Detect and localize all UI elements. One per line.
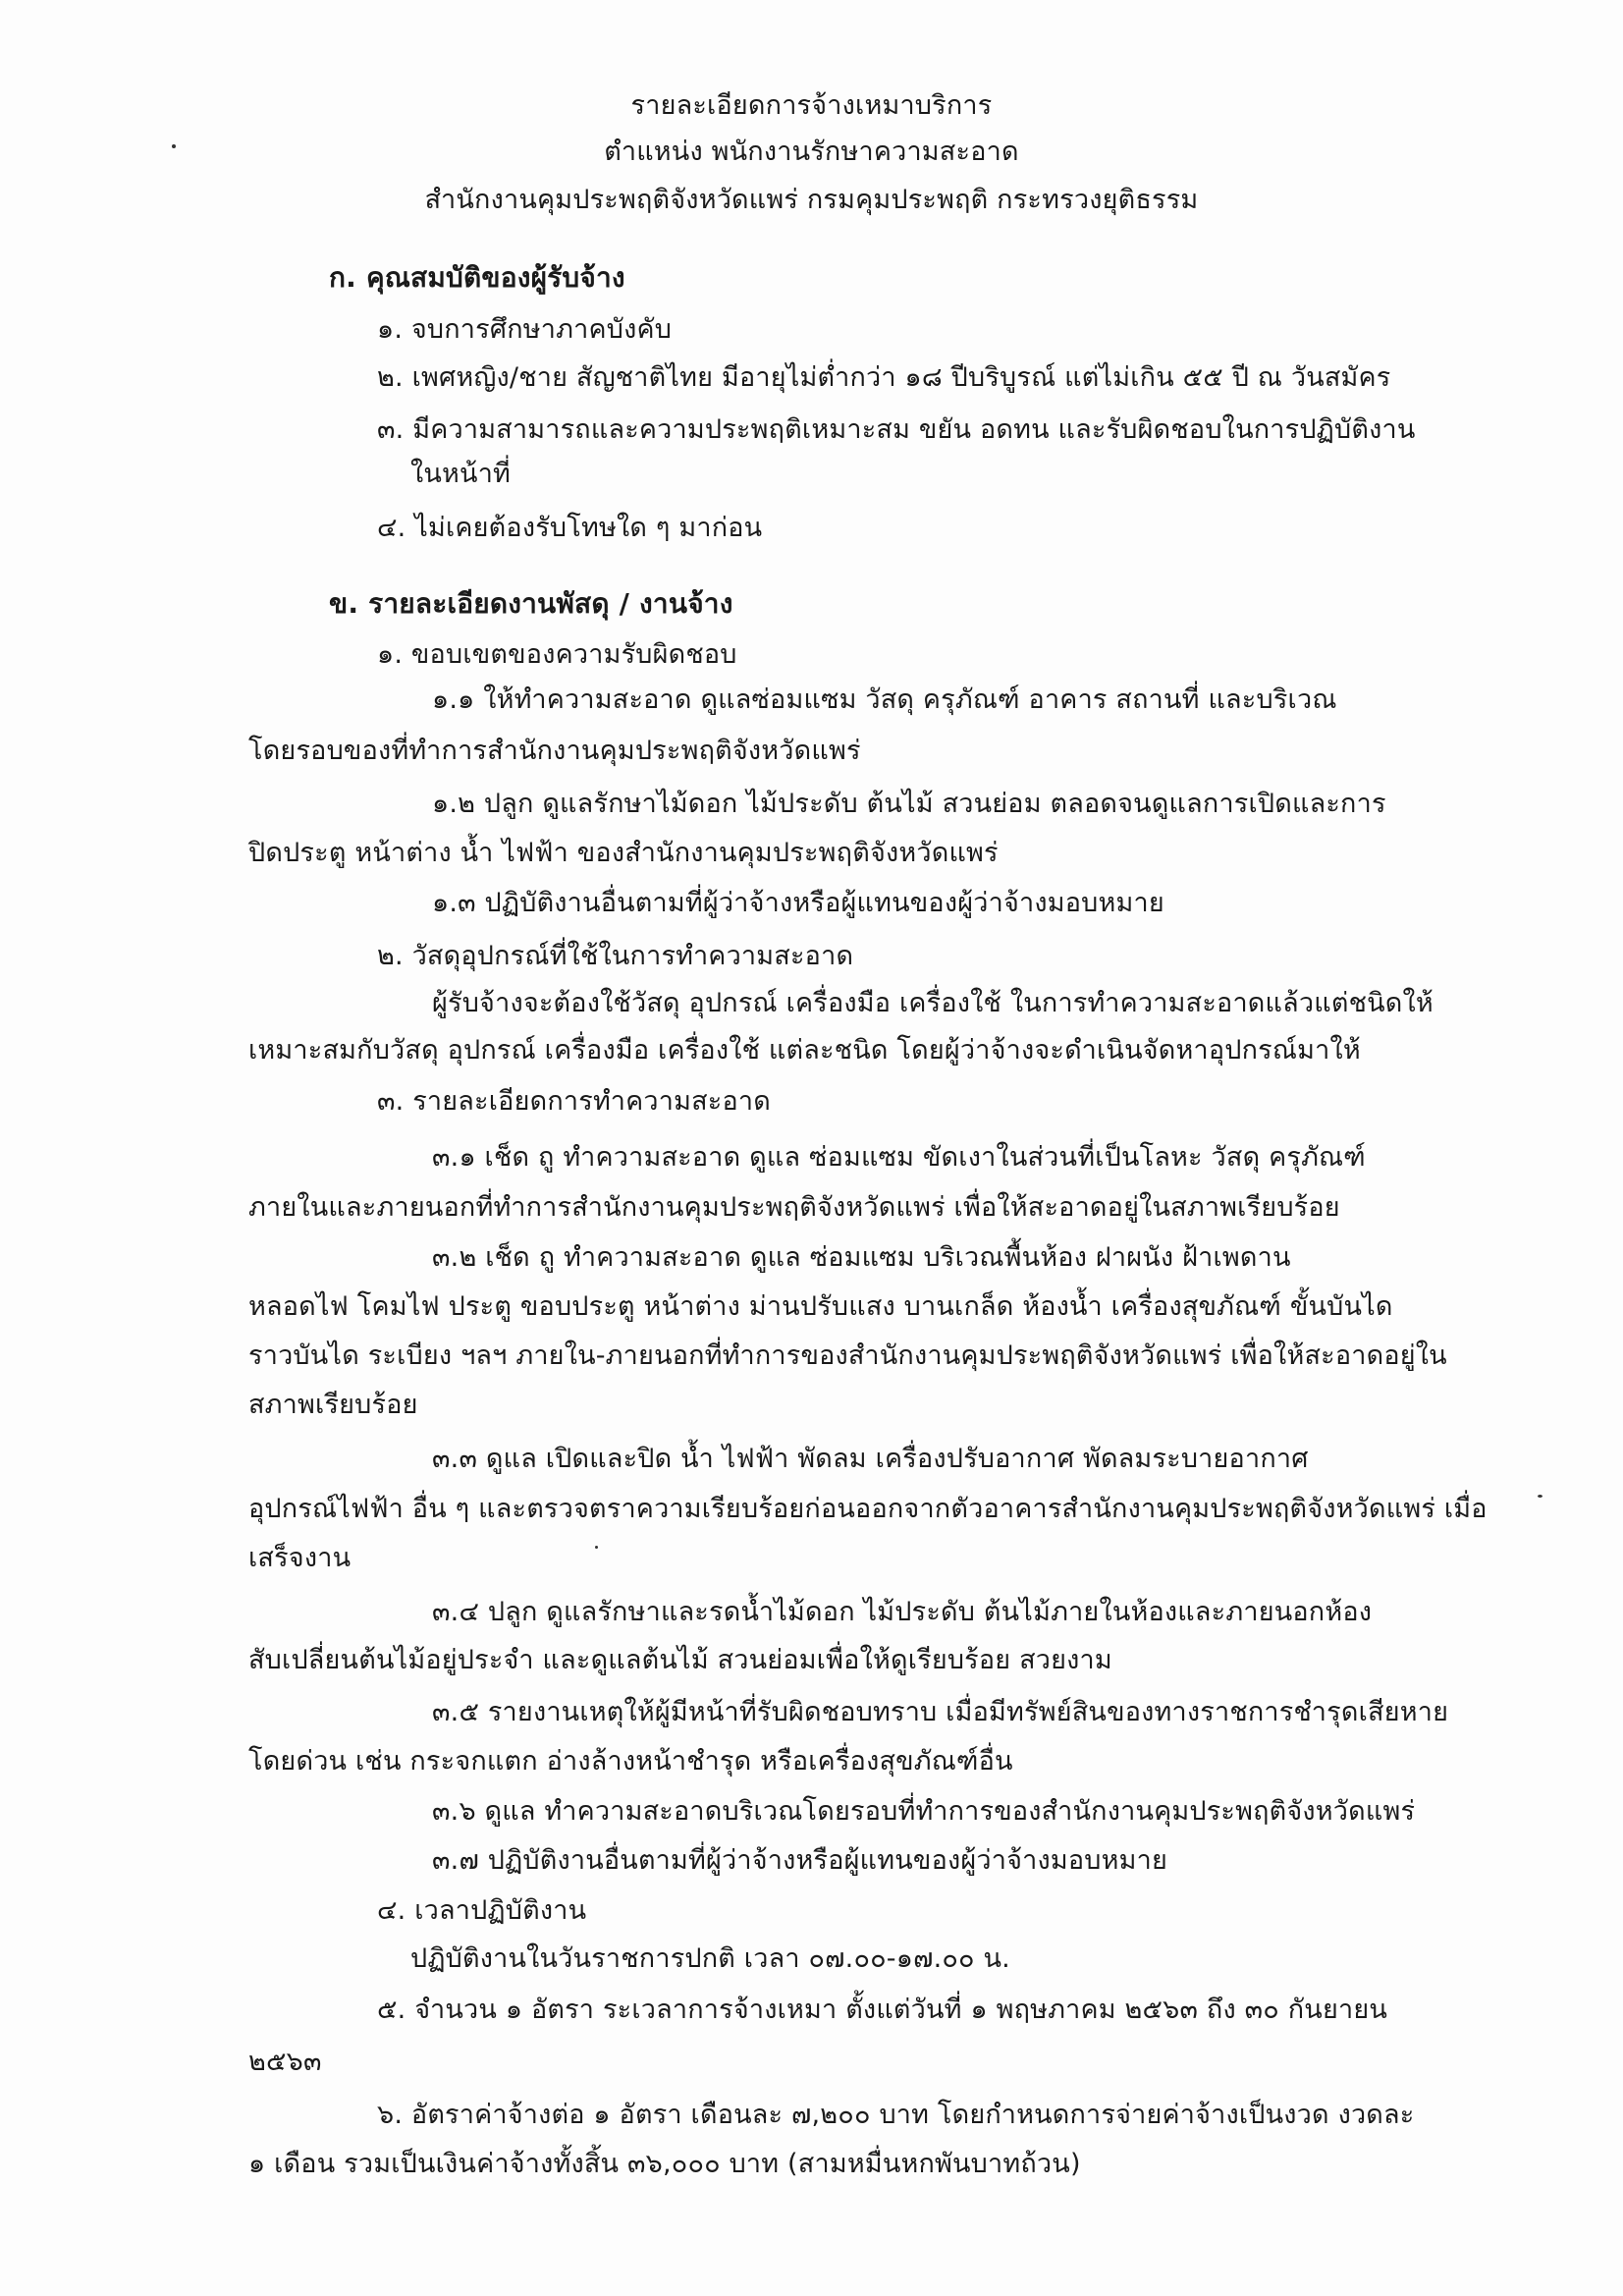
- section-b-item-5: ๕. จำนวน ๑ อัตรา ระเวลาการจ้างเหมา ตั้งแต่วันที่ ๑ พฤษภาคม ๒๕๖๓ ถึง ๓๐ กันยายน: [377, 1995, 1388, 2025]
- doc-title: รายละเอียดการจ้างเหมาบริการ: [630, 90, 993, 121]
- section-b-item-5-cont: ๒๕๖๓: [248, 2047, 322, 2077]
- section-b-item-3-3-cont-1: อุปกรณ์ไฟฟ้า อื่น ๆ และตรวจตราความเรียบร้อยก่อนออกจากตัวอาคารสำนักงานคุมประพฤติจังหวัดแพร่ เมื่อ: [248, 1494, 1488, 1524]
- section-a-item-1: ๑. จบการศึกษาภาคบังคับ: [377, 314, 673, 345]
- doc-office: สำนักงานคุมประพฤติจังหวัดแพร่ กรมคุมประพฤติ กระทรวงยุติธรรม: [424, 185, 1199, 215]
- scan-speck: [1538, 1495, 1542, 1498]
- section-b-item-3-2-cont-1: หลอดไฟ โคมไฟ ประตู ขอบประตู หน้าต่าง ม่านปรับแสง บานเกล็ด ห้องน้ำ เครื่องสุขภัณฑ์ ขั้นบันได: [248, 1291, 1393, 1322]
- section-b-item-3-3: ๓.๓ ดูแล เปิดและปิด น้ำ ไฟฟ้า พัดลม เครื่องปรับอากาศ พัดลมระบายอากาศ: [432, 1444, 1309, 1474]
- section-b-item-3-3-cont-2: เสร็จงาน: [248, 1543, 352, 1573]
- section-b-item-3-4-cont: สับเปลี่ยนต้นไม้อยู่ประจำ และดูแลต้นไม้ สวนย่อมเพื่อให้ดูเรียบร้อย สวยงาม: [248, 1645, 1112, 1675]
- section-b-item-1-3: ๑.๓ ปฏิบัติงานอื่นตามที่ผู้ว่าจ้างหรือผู้แทนของผู้ว่าจ้างมอบหมาย: [432, 888, 1164, 918]
- section-b-item-4-title: ๔. เวลาปฏิบัติงาน: [377, 1895, 587, 1926]
- section-b-item-6-cont: ๑ เดือน รวมเป็นเงินค่าจ้างทั้งสิ้น ๓๖,๐๐๐ บาท (สามหมื่นหกพันบาทถ้วน): [248, 2149, 1081, 2179]
- section-b-item-4-text: ปฏิบัติงานในวันราชการปกติ เวลา ๐๗.๐๐-๑๗.๐๐ น.: [410, 1943, 1010, 1974]
- section-b-item-6: ๖. อัตราค่าจ้างต่อ ๑ อัตรา เดือนละ ๗,๒๐๐ บาท โดยกำหนดการจ่ายค่าจ้างเป็นงวด งวดละ: [377, 2100, 1415, 2130]
- section-b-item-2-title: ๒. วัสดุอุปกรณ์ที่ใช้ในการทำความสะอาด: [377, 941, 854, 971]
- section-a-item-3-cont: ในหน้าที่: [410, 459, 512, 489]
- section-b-item-3-2: ๓.๒ เช็ด ถู ทำความสะอาด ดูแล ซ่อมแซม บริเวณพื้นห้อง ฝาผนัง ฝ้าเพดาน: [432, 1242, 1291, 1273]
- section-a-heading: ก. คุณสมบัติของผู้รับจ้าง: [329, 261, 625, 294]
- scan-speck: [595, 1546, 598, 1549]
- section-b-item-1-2: ๑.๒ ปลูก ดูแลรักษาไม้ดอก ไม้ประดับ ต้นไม้ สวนย่อม ตลอดจนดูแลการเปิดและการ: [432, 789, 1386, 819]
- scan-speck: [172, 144, 176, 148]
- section-b-item-3-6: ๓.๖ ดูแล ทำความสะอาดบริเวณโดยรอบที่ทำการของสำนักงานคุมประพฤติจังหวัดแพร่: [432, 1796, 1416, 1827]
- section-b-item-2-text: ผู้รับจ้างจะต้องใช้วัสดุ อุปกรณ์ เครื่องมือ เครื่องใช้ ในการทำความสะอาดแล้วแต่ชนิดให้: [432, 988, 1434, 1018]
- section-b-item-3-2-cont-2: ราวบันได ระเบียง ฯลฯ ภายใน-ภายนอกที่ทำการของสำนักงานคุมประพฤติจังหวัดแพร่ เพื่อให้สะอาดอยู่ใน: [248, 1340, 1447, 1371]
- section-b-item-1-1-cont: โดยรอบของที่ทำการสำนักงานคุมประพฤติจังหวัดแพร่: [248, 736, 861, 766]
- section-b-item-3-title: ๓. รายละเอียดการทำความสะอาด: [377, 1086, 771, 1117]
- section-b-heading: ข. รายละเอียดงานพัสดุ / งานจ้าง: [329, 587, 733, 620]
- section-a-item-4: ๔. ไม่เคยต้องรับโทษใด ๆ มาก่อน: [377, 513, 763, 543]
- section-b-item-1-1: ๑.๑ ให้ทำความสะอาด ดูแลซ่อมแซม วัสดุ ครุภัณฑ์ อาคาร สถานที่ และบริเวณ: [432, 684, 1337, 715]
- section-b-item-1-title: ๑. ขอบเขตของความรับผิดชอบ: [377, 639, 737, 670]
- section-b-item-3-1-cont: ภายในและภายนอกที่ทำการสำนักงานคุมประพฤติจังหวัดแพร่ เพื่อให้สะอาดอยู่ในสภาพเรียบร้อย: [248, 1192, 1340, 1223]
- section-a-item-2: ๒. เพศหญิง/ชาย สัญชาติไทย มีอายุไม่ต่ำกว่า ๑๘ ปีบริบูรณ์ แต่ไม่เกิน ๕๕ ปี ณ วันสมัคร: [377, 362, 1391, 393]
- doc-position: ตำแหน่ง พนักงานรักษาความสะอาด: [604, 137, 1019, 167]
- section-a-item-3: ๓. มีความสามารถและความประพฤติเหมาะสม ขยัน อดทน และรับผิดชอบในการปฏิบัติงาน: [377, 414, 1416, 445]
- section-b-item-3-7: ๓.๗ ปฏิบัติงานอื่นตามที่ผู้ว่าจ้างหรือผู้แทนของผู้ว่าจ้างมอบหมาย: [432, 1845, 1168, 1876]
- section-b-item-2-text-cont: เหมาะสมกับวัสดุ อุปกรณ์ เครื่องมือ เครื่องใช้ แต่ละชนิด โดยผู้ว่าจ้างจะดำเนินจัดหาอุปกรณ์มาให้: [248, 1035, 1361, 1066]
- section-b-item-1-2-cont: ปิดประตู หน้าต่าง น้ำ ไฟฟ้า ของสำนักงานคุมประพฤติจังหวัดแพร่: [248, 838, 999, 868]
- section-b-item-3-2-cont-3: สภาพเรียบร้อย: [248, 1390, 418, 1420]
- section-b-item-3-5-cont: โดยด่วน เช่น กระจกแตก อ่างล้างหน้าชำรุด หรือเครื่องสุขภัณฑ์อื่น: [248, 1746, 1013, 1777]
- section-b-item-3-4: ๓.๔ ปลูก ดูแลรักษาและรดน้ำไม้ดอก ไม้ประดับ ต้นไม้ภายในห้องและภายนอกห้อง: [432, 1597, 1373, 1627]
- section-b-item-3-5: ๓.๕ รายงานเหตุให้ผู้มีหน้าที่รับผิดชอบทราบ เมื่อมีทรัพย์สินของทางราชการชำรุดเสียหาย: [432, 1697, 1449, 1727]
- section-b-item-3-1: ๓.๑ เช็ด ถู ทำความสะอาด ดูแล ซ่อมแซม ขัดเงาในส่วนที่เป็นโลหะ วัสดุ ครุภัณฑ์: [432, 1142, 1366, 1173]
